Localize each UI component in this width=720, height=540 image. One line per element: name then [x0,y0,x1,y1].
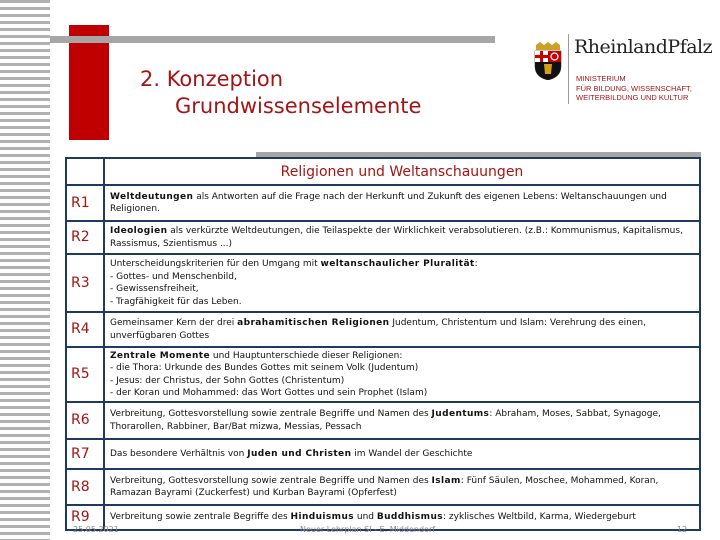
bold-term: Buddhismus [376,512,444,523]
description-line [110,387,694,400]
row-description [104,469,700,505]
description-line [110,375,694,388]
row-label: R7 [66,439,104,469]
table-row [66,185,700,221]
description-line [110,408,694,433]
bold-term: Ideologien [110,226,168,236]
bold-term: Zentrale Momente [110,350,211,361]
text-segment: Verbreitung, Gottesvorstellung sowie zentrale Begriffe und Namen des [110,409,432,419]
decorative-stripes [0,0,50,540]
text-segment: - Tragfähigkeit für das Leben. [110,296,242,307]
text-segment: : Fünf Säulen, Moschee, Mohammed, Koran, Ramazan Bayrami (Zuckerfest) und Kurban Bayrami (Opferfest) [110,475,659,498]
row-label: R9 [66,505,104,530]
row-description [104,439,700,469]
table-row [66,402,700,439]
text-segment: Das besondere Verhältnis von [110,448,248,459]
text-segment: im Wandel der Geschichte [351,448,473,459]
header-empty-cell [66,158,104,185]
text-segment: : [474,259,478,269]
text-segment: : Abraham, Moses, Sabbat, Synagoge, Thorarollen, Rabbiner, Bar/Bat mizwa, Messias, Pessach [110,409,661,432]
ministry-line: FÜR BILDUNG, WISSENSCHAFT, [576,83,692,93]
description-line [110,448,694,461]
bold-term: weltanschaulicher Pluralität [320,259,475,269]
text-segment: - Jesus: der Christus, der Sohn Gottes (Christentum) [110,375,345,386]
row-label: R4 [66,312,104,347]
table-header: Religionen und Weltanschauungen [104,158,700,185]
footer-page-number: 12 [677,525,688,534]
table-header-row [66,158,700,185]
table-row [66,254,700,312]
logo-divider [568,34,569,104]
text-segment: Unterscheidungskriterien für den Umgang mit [110,259,321,269]
table-row [66,221,700,254]
description-line [110,271,694,284]
row-label: R3 [66,254,104,312]
text-segment: als Antworten auf die Frage nach der Herkunft und Zukunft des eigenen Lebens: Weltanschauungen und Religionen. [110,191,667,214]
description-line [110,296,694,309]
description-line [110,317,694,342]
text-segment: - Gewissensfreiheit, [110,284,199,294]
table-row [66,347,700,402]
bold-term: Juden und Christen [247,448,352,459]
footer-center: Neuer Lehrplan SI - E. Middendorf [300,525,436,534]
description-line [110,475,694,500]
row-label: R5 [66,347,104,402]
row-description [104,185,700,221]
text-segment: - die Thora: Urkunde des Bundes Gottes mit seinem Volk (Judentum) [110,363,419,373]
text-segment: und [354,512,377,523]
gray-divider-bar [50,36,495,43]
description-line [110,225,694,250]
text-segment: - der Koran und Mohammed: das Wort Gottes und sein Prophet (Islam) [110,388,428,398]
row-label: R8 [66,469,104,505]
bold-term: Hinduismus [290,512,355,523]
text-segment: : zyklisches Weltbild, Karma, Wiedergeburt [443,512,636,523]
description-line [110,362,694,375]
row-description [104,402,700,439]
ministry-line: MINISTERIUM [576,74,626,83]
title-line-2: Grundwissenselemente [175,94,422,118]
rlp-logo [530,34,713,104]
row-description [104,312,700,347]
text-segment: Verbreitung sowie zentrale Begriffe des [110,512,291,523]
row-label: R1 [66,185,104,221]
footer-date: 25.05.2021 [73,525,119,534]
description-line [110,511,694,524]
bold-term: Weltdeutungen [110,191,194,202]
row-description [104,254,700,312]
text-segment: als verkürzte Weltdeutungen, die Teilaspekte der Wirklichkeit verabsolutieren. (z.B.: Kommunismus, Kapitalismus, Rassismus, Szientismus ...) [110,226,683,249]
bold-term: Judentums [431,409,490,419]
table-row [66,439,700,469]
row-description [104,221,700,254]
title-line-1: 2. Konzeption [140,67,284,91]
description-line [110,191,694,216]
table-row [66,469,700,505]
bold-term: Islam [431,475,461,486]
text-segment: - Gottes- und Menschenbild, [110,271,237,282]
text-segment: Verbreitung, Gottesvorstellung sowie zentrale Begriffe und Namen des [110,475,432,486]
coat-of-arms-icon [533,42,563,80]
text-segment: und Hauptunterschiede dieser Religionen: [210,350,403,361]
table-row [66,312,700,347]
description-line [110,350,694,363]
description-line [110,283,694,296]
ministry-line: WEITERBILDUNG UND KULTUR [576,93,689,102]
row-label: R6 [66,402,104,439]
bold-term: abrahamitischen Religionen [237,318,390,328]
text-segment: Judentum, Christentum und Islam: Verehrung des einen, unverfügbaren Gottes [110,318,646,341]
row-description [104,347,700,402]
brand-name: RheinlandPfalz [574,36,713,58]
competency-table [65,157,701,531]
ministry-name [576,74,692,103]
row-label: R2 [66,221,104,254]
slide-title [140,66,421,120]
text-segment: Gemeinsamer Kern der drei [110,318,238,328]
description-line [110,258,694,271]
